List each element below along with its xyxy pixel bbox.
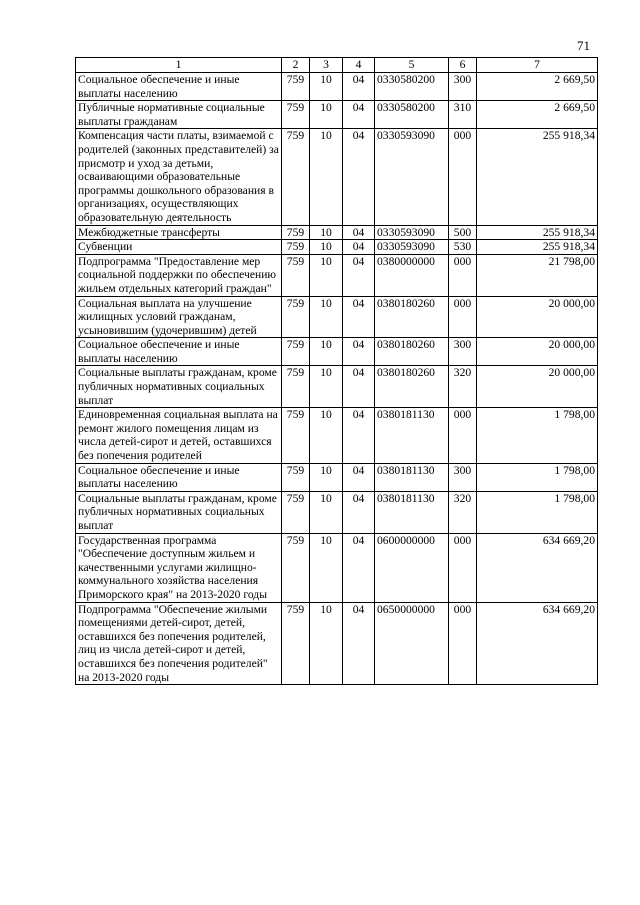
expense-type-cell: 500 [449,225,477,240]
expense-type-cell: 320 [449,491,477,533]
subsection-code-cell: 04 [343,101,375,129]
item-name-cell: Социальное обеспечение и иные выплаты населению [76,463,282,491]
amount-cell: 1 798,00 [477,491,598,533]
item-name-cell: Подпрограмма "Предоставление мер социальной поддержки по обеспечению жильем отдельных категорий граждан" [76,254,282,296]
subsection-code-cell: 04 [343,254,375,296]
amount-cell: 1 798,00 [477,463,598,491]
subsection-code-cell: 04 [343,602,375,685]
amount-cell: 255 918,34 [477,240,598,255]
ministry-code-cell: 759 [282,254,310,296]
item-name-cell: Единовременная социальная выплата на ремонт жилого помещения лицам из числа детей-сирот и детей, оставшихся без попечения родителей [76,408,282,463]
subsection-code-cell: 04 [343,533,375,602]
header-cell: 4 [343,58,375,73]
item-name-cell: Субвенции [76,240,282,255]
section-code-cell: 10 [310,533,343,602]
item-name-cell: Подпрограмма "Обеспечение жилыми помещениями детей-сирот, детей, оставшихся без попечения родителей, лиц из числа детей-сирот и детей, оставшихся без попечения родителей" на 2013-2020 годы [76,602,282,685]
subsection-code-cell: 04 [343,408,375,463]
expense-type-cell: 300 [449,73,477,101]
header-cell: 3 [310,58,343,73]
ministry-code-cell: 759 [282,491,310,533]
header-cell: 7 [477,58,598,73]
amount-cell: 1 798,00 [477,408,598,463]
target-article-cell: 0330580200 [375,101,449,129]
target-article-cell: 0380180260 [375,338,449,366]
ministry-code-cell: 759 [282,101,310,129]
target-article-cell: 0380180260 [375,296,449,338]
section-code-cell: 10 [310,73,343,101]
expense-type-cell: 320 [449,366,477,408]
ministry-code-cell: 759 [282,225,310,240]
section-code-cell: 10 [310,338,343,366]
amount-cell: 20 000,00 [477,338,598,366]
item-name-cell: Социальное обеспечение и иные выплаты населению [76,73,282,101]
amount-cell: 2 669,50 [477,73,598,101]
expense-type-cell: 000 [449,408,477,463]
item-name-cell: Государственная программа "Обеспечение доступным жильем и качественными услугами жилищно-коммунального хозяйства населения Приморского края" на 2013-2020 годы [76,533,282,602]
header-cell: 2 [282,58,310,73]
amount-cell: 20 000,00 [477,296,598,338]
expense-type-cell: 310 [449,101,477,129]
table-row [76,491,598,533]
ministry-code-cell: 759 [282,240,310,255]
target-article-cell: 0330593090 [375,129,449,225]
header-cell: 5 [375,58,449,73]
section-code-cell: 10 [310,602,343,685]
ministry-code-cell: 759 [282,366,310,408]
section-code-cell: 10 [310,129,343,225]
amount-cell: 255 918,34 [477,129,598,225]
target-article-cell: 0330580200 [375,73,449,101]
expense-type-cell: 300 [449,463,477,491]
section-code-cell: 10 [310,491,343,533]
amount-cell: 21 798,00 [477,254,598,296]
page-number: 71 [577,38,590,53]
ministry-code-cell: 759 [282,602,310,685]
table-row [76,129,598,225]
expense-type-cell: 000 [449,254,477,296]
target-article-cell: 0380180260 [375,366,449,408]
subsection-code-cell: 04 [343,129,375,225]
amount-cell: 20 000,00 [477,366,598,408]
table-row [76,73,598,101]
section-code-cell: 10 [310,408,343,463]
subsection-code-cell: 04 [343,338,375,366]
amount-cell: 2 669,50 [477,101,598,129]
target-article-cell: 0330593090 [375,225,449,240]
item-name-cell: Социальные выплаты гражданам, кроме публичных нормативных социальных выплат [76,366,282,408]
target-article-cell: 0330593090 [375,240,449,255]
header-cell: 1 [76,58,282,73]
section-code-cell: 10 [310,225,343,240]
amount-cell: 634 669,20 [477,533,598,602]
expense-type-cell: 300 [449,338,477,366]
table-row [76,408,598,463]
ministry-code-cell: 759 [282,129,310,225]
amount-cell: 634 669,20 [477,602,598,685]
section-code-cell: 10 [310,254,343,296]
table-row [76,254,598,296]
target-article-cell: 0650000000 [375,602,449,685]
table-row [76,533,598,602]
table-row [76,296,598,338]
ministry-code-cell: 759 [282,338,310,366]
item-name-cell: Социальные выплаты гражданам, кроме публичных нормативных социальных выплат [76,491,282,533]
budget-table [75,57,598,685]
section-code-cell: 10 [310,296,343,338]
item-name-cell: Социальное обеспечение и иные выплаты населению [76,338,282,366]
section-code-cell: 10 [310,463,343,491]
table-row [76,240,598,255]
subsection-code-cell: 04 [343,240,375,255]
subsection-code-cell: 04 [343,463,375,491]
section-code-cell: 10 [310,366,343,408]
item-name-cell: Публичные нормативные социальные выплаты гражданам [76,101,282,129]
subsection-code-cell: 04 [343,73,375,101]
ministry-code-cell: 759 [282,296,310,338]
table-row [76,101,598,129]
section-code-cell: 10 [310,240,343,255]
table-row [76,463,598,491]
table-row [76,366,598,408]
ministry-code-cell: 759 [282,408,310,463]
header-row [76,58,598,73]
ministry-code-cell: 759 [282,533,310,602]
table-row [76,602,598,685]
item-name-cell: Компенсация части платы, взимаемой с родителей (законных представителей) за присмотр и уход за детьми, осваивающими образовательные программы дошкольного образования в организациях, осуществляющих образовательную деятельность [76,129,282,225]
header-cell: 6 [449,58,477,73]
ministry-code-cell: 759 [282,73,310,101]
subsection-code-cell: 04 [343,296,375,338]
ministry-code-cell: 759 [282,463,310,491]
target-article-cell: 0380181130 [375,408,449,463]
table-row [76,225,598,240]
expense-type-cell: 000 [449,602,477,685]
table-row [76,338,598,366]
target-article-cell: 0600000000 [375,533,449,602]
expense-type-cell: 000 [449,296,477,338]
expense-type-cell: 530 [449,240,477,255]
item-name-cell: Межбюджетные трансферты [76,225,282,240]
target-article-cell: 0380000000 [375,254,449,296]
subsection-code-cell: 04 [343,491,375,533]
amount-cell: 255 918,34 [477,225,598,240]
subsection-code-cell: 04 [343,225,375,240]
expense-type-cell: 000 [449,129,477,225]
expense-type-cell: 000 [449,533,477,602]
subsection-code-cell: 04 [343,366,375,408]
item-name-cell: Социальная выплата на улучшение жилищных условий гражданам, усыновившим (удочерившим) детей [76,296,282,338]
section-code-cell: 10 [310,101,343,129]
target-article-cell: 0380181130 [375,491,449,533]
target-article-cell: 0380181130 [375,463,449,491]
